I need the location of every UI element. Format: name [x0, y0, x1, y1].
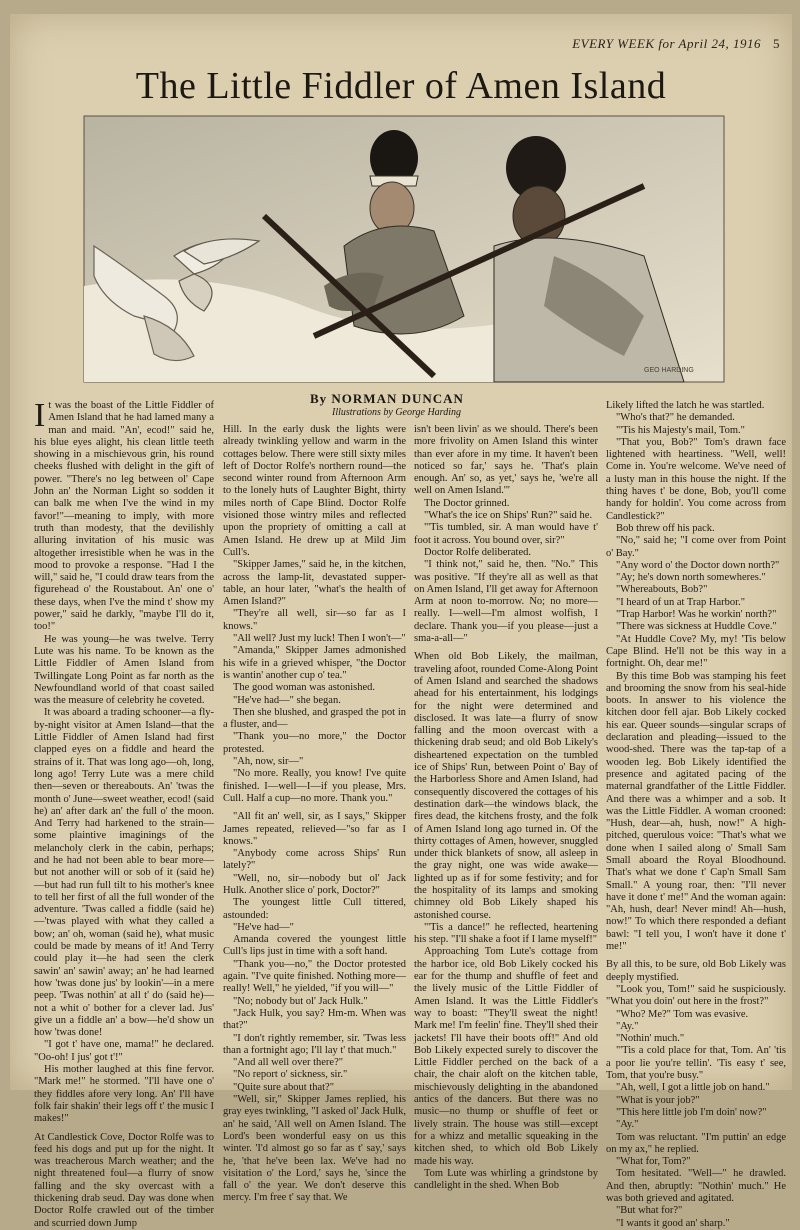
paragraph: "And all well over there?" [233, 1057, 344, 1069]
paragraph: "What for, Tom?" [616, 1156, 691, 1168]
paragraph: "All fit an' well, sir, as I says," Skipper James repeated, relieved—"so far as I knows." [223, 811, 406, 847]
paragraph: "What is your job?" [616, 1094, 700, 1106]
paragraph: "Thank you—no," the Doctor protested again. "I've quite finished. Nothing more—really! Well," he yielded, "if you will—" [223, 958, 406, 995]
paragraph: "I don't rightly remember, sir. 'Twas less than a fortnight ago; I'll lay t' that much." [223, 1032, 406, 1056]
page-number: 5 [773, 36, 780, 51]
paragraph: It was aboard a trading schooner—a fly-by-night visitor at Amen Island—that the Little Fiddler of Amen Island had first clapped eyes on a fiddle and heard the strains of it. That was long ago—oh, long, long ago! Terry Lute was a mere child then—seven or thereabouts. An' 'twas the month o' June—sweet weather, ecod! (said he) an' after dark an' the full o' the moon. And Terry had harkened to the strain—some plaintive imaginings of the melancholy clerk in the cabin, perhaps; and he had not been able to bear more—but not another will or sob of it (said he)—but had run full tilt to his mother's knee to tell her first of all the full wonder of the adventure. 'Twas called a fiddle (said he)—'twas played with what they called a bow; an' oh, woman (said he), what music could be made by means of it! And Terry could play it—he had seen the clerk sawin' an' sawin' away; an' he had learned how 'twas done jus' by lookin'—in a mere peep. 'Twas nothin' at all t' do (said he)—not a whit o' bother for a clever lad. Jus' give un a fiddle an' a bow—he'd show un how 'twas done! [34, 707, 214, 1039]
paragraph: "No more. Really, you know! I've quite finished. I—well—I—if you please, Mrs. Cull. Half a cup—no more. Thank you." [223, 768, 406, 804]
paragraph: "No report o' sickness, sir." [233, 1069, 348, 1081]
paragraph: "I heard of un at Trap Harbor." [616, 596, 746, 608]
paragraph: "'Tis a cold place for that, Tom. An' 'tis a poor lie you're tellin'. 'Tis easy t' see, Tom, that you're busy." [606, 1045, 786, 1082]
paragraph: "Ah, now, sir—" [233, 756, 304, 768]
paragraph: "He've had—" [233, 921, 294, 933]
paragraph: "This here little job I'm doin' now?" [616, 1106, 767, 1118]
paragraph: Tom was reluctant. "I'm puttin' an edge on my ax," he replied. [606, 1131, 786, 1155]
paragraph: By this time Bob was stamping his feet and brooming the snow from his seal-hide boots. In answer to his violence the kitchen door fell ajar. Bob Likely cocked his ear. Queer sounds—singular scraps of declaration and pleading—issued to the wood-shed. There was the tap-tap of a wooden leg. Bob Likely identified the presence and agitated pacing of the maternal grandfather of the Little Fiddler. And there was a whimper and a sob. It was the Little Fiddler. A woman crooned: "Hush, dear—ah, hush, now!" A high-pitched, querulous voice: "That's what we done when I sailed along o' Small Sam Small aboard the Royal Bloodhound. That's what we done t' Cap'n Small Sam Small." A young roar, then: "I'll never have it done t' me!" And the woman again: "Ah, hush, dear! Never mind! Ah—hush, now!" To which there responded a defiant bawl: "I tell you, I won't have it done t' me!" [606, 670, 786, 953]
paragraph: "He've had—" she began. [233, 694, 341, 706]
paragraph: At Candlestick Cove, Doctor Rolfe was to feed his dogs and put up for the night. It was treacherous March weather; and the night threatened foul—a flurry of snow falling and the sky overcast with a thickening drab seud. Day was done when Doctor Rolfe crawled out of the timber and scurried down Jump [34, 1131, 214, 1229]
paragraph: "They're all well, sir—so far as I knows." [223, 608, 406, 632]
paragraph: "Trap Harbor! Was he workin' north?" [616, 609, 777, 621]
paragraph: When old Bob Likely, the mailman, traveling afoot, rounded Come-Along Point of Amen Island and searched the shadows ahead for his entertainment, his lodgings for the night were determined and disclosed. It was late—a flurry of snow falling and the moon overcast with a thickening drab seud; and old Bob Likely's disheartened expectation on the tumbled ice of Ships' Run, between Point o' Bay of the Harborless Shore and Amen Island, had consequently discovered the cottages of his destination dark—the windows black, the fires dead, the kitchens frosty, and the folk of Amen Island long ago turned in. Of the thirty cottages of Amen, however, snuggled under thick blankets of snow, all asleep in the gray night, one was wide awake—lighted up as if for some festivity; and for the hospitality of its lamps and smoking chimney old Bob Likely shaped his astonished course. [414, 651, 598, 921]
article-illustration [84, 116, 724, 382]
paragraph: "I got t' have one, mama!" he declared. "Oo-oh! I jus' got t'!" [34, 1039, 214, 1063]
illustrator-credit: Illustrations by George Harding [332, 407, 461, 418]
paragraph: "Who's that?" he demanded. [616, 412, 735, 424]
paragraph: The youngest little Cull tittered, astounded: [223, 897, 406, 921]
paragraph: "'Tis tumbled, sir. A man would have t' foot it across. You bound over, sir?" [414, 522, 598, 546]
paragraph: "Well, no, sir—nobody but ol' Jack Hulk. Another slice o' pork, Doctor?" [223, 872, 406, 896]
paragraph: "Skipper James," said he, in the kitchen, across the lamp-lit, devastated supper-table, an hour later, "what's the health of Amen Island?" [223, 559, 406, 608]
byline: By NORMAN DUNCAN [310, 391, 464, 406]
paragraph: "Ay; he's down north somewheres." [616, 572, 766, 584]
paragraph: "Quite sure about that?" [233, 1081, 335, 1093]
paragraph: Approaching Tom Lute's cottage from the harbor ice, old Bob Likely cocked his ear for the thump and shuffle of feet and the lively music of the Little Fiddler of Amen Island. It was the Little Fiddler's way to boast: "They'll sweat the night! Mark me! I'm feelin' fine. They'll shed their jackets! I'll have their boots off!" And old Bob Likely expected surely to discover the Little Fiddler perched on the back of a chair, the chair aloft on the kitchen table, mischievously delighting in the abandoned antics of the dancers. But there was no music—no thump or shuffle of feet or lively strain. The house was still—except for a whizz and metallic squeaking in the kitchen shed, to which old Bob Likely made his way. [414, 946, 598, 1167]
paragraph: Then she blushed, and grasped the pot in a fluster, and— [223, 706, 406, 731]
paragraph: "Jack Hulk, you say? Hm-m. When was that?" [223, 1007, 406, 1032]
text-column-1 [34, 397, 214, 1229]
paragraph: His mother laughed at this fine fervor. "Mark me!" he stormed. "I'll have one o' they fiddles afore very long. An' I'll have folk fair shakin' their legs off t' the music I makes!" [34, 1064, 214, 1125]
paragraph: "Nothin' much." [616, 1033, 685, 1045]
paragraph: Doctor Rolfe deliberated. [424, 546, 531, 558]
paragraph: Tom hesitated. "Well—" he drawled. And then, abruptly: "Nothin' much." He was both grieved and agitated. [606, 1168, 786, 1204]
paragraph: "Who? Me?" Tom was evasive. [616, 1008, 749, 1020]
paragraph: "Whereabouts, Bob?" [616, 584, 708, 596]
magazine-page [10, 14, 792, 1229]
paragraph-text: t was the boast of the Little Fiddler of Amen Island that he had lamed many a man and maid. "An', ecod!" said he, his blue eyes alight, his clean little teeth showing in a mischievous grin, his round cheeks flushed with delight in the gift of power. "There's no leg between ol' Cape John an' the Norman Light so sodden it can balk me when I've the wind in my favor!"—meaning to imply, with more truth than modesty, that the devilishly alluring invitation of his music was altogether irresistible when he was in the mood to provoke a response. "Had I the will," said he, "I could draw tears from the figurehead o' the Roustabout. An' one o' these days, when I've the mind t' show my power," said he darkly, "maybe I'll do it, too!" [34, 400, 214, 633]
paragraph: "Well, sir," Skipper James replied, his gray eyes twinkling, "I asked ol' Jack Hulk, an' he said, 'All well on Amen Island. The Lord's been wonderful easy on us this winter. 'I'd almost go so far as t' say,' says he, 'that he've been lax. We've had no visitation o' the Lord,' says he, 'since the fall o' the year. We don't deserve this mercy. I'm free t' say that. We [223, 1094, 406, 1204]
paragraph: "Ay." [616, 1119, 639, 1131]
text-column-4 [606, 400, 786, 1229]
paragraph: "Any word o' the Doctor down north?" [616, 559, 780, 571]
paragraph: "Thank you—no more," the Doctor protested. [223, 731, 406, 755]
paragraph: Hill. In the early dusk the lights were already twinkling yellow and warm in the cottages below. There were still sixty miles left of Doctor Rolfe's northern round—the second winter round from Afternoon Arm to the lonely huts of Laughter Bight, thirty miles north of Cape Blind. Doctor Rolfe visioned those wintry miles and reflected upon the propriety of omitting a call at Amen Island. He drew up at Mild Jim Cull's. [223, 424, 406, 558]
paragraph: "Ah, well, I got a little job on hand." [616, 1082, 770, 1094]
paragraph: "'Tis his Majesty's mail, Tom." [616, 424, 745, 436]
paragraph: "Ay." [616, 1020, 639, 1032]
paragraph: "There was sickness at Huddle Cove." [616, 621, 777, 633]
paragraph: "At Huddle Cove? My, my! 'Tis below Cape Blind. He'll not be this way in a fortnight. Oh, dear me!" [606, 633, 786, 670]
paragraph: "I think not," said he, then. "No." This was positive. "If they're all as well as that on Amen Island, I'll get away for Afternoon Arm at noon to-morrow. No; no more—really. I—well—I'm almost wolfish, I declare. Thank you—if you please—just a sma-a-all—" [414, 559, 598, 645]
paragraph: "All well? Just my luck! Then I won't—" [233, 633, 406, 645]
paragraph: "Anybody come across Ships' Run lately?" [223, 848, 406, 872]
paragraph: "Amanda," Skipper James admonished his wife in a grieved whisper, "the Doctor is wantin' another cup o' tea." [223, 645, 406, 681]
paragraph: "But what for?" [616, 1205, 683, 1217]
paragraph: "That you, Bob?" Tom's drawn face lightened with heartiness. "Well, well! Come in. You're welcome. We've need of a lusty man in this house the night. If the thing haves t' be done, Bob, you'll come handy for holdin'. You come across from Candlestick?" [606, 436, 786, 522]
paragraph: He was young—he was twelve. Terry Lute was his name. To be known as the Little Fiddler of Amen Island from Twillingate Long Point as far north as the Newfoundland world of that coast sailed was the measure of celebrity he coveted. [34, 633, 214, 707]
paragraph: "I wants it good an' sharp." [616, 1217, 730, 1229]
paragraph: Tom Lute was whirling a grindstone by candlelight in the shed. When Bob [414, 1167, 598, 1192]
paragraph: Amanda covered the youngest little Cull's lips just in time with a soft hand. [223, 934, 406, 958]
paragraph: "'Tis a dance!" he reflected, heartening his step. "I'll shake a foot if I lame myself!" [414, 921, 598, 946]
paragraph: "No; nobody but ol' Jack Hulk." [233, 995, 368, 1007]
artist-signature: GEO HARDING [644, 367, 694, 374]
paragraph: Bob threw off his pack. [616, 522, 715, 534]
paragraph: isn't been livin' as we should. There's been more frivolity on Amen Island this winter than ever afore in my time. It haven't been noticed so far,' says he. 'That's plain enough. An' so, as yet,' says he, 'we're all well on Amen Island.'" [414, 424, 598, 497]
running-head [440, 36, 780, 52]
paragraph: The Doctor grinned. [424, 497, 510, 509]
text-column-3 [414, 424, 598, 1192]
paragraph: Likely lifted the latch he was startled. [606, 400, 765, 411]
drop-cap: I [34, 397, 46, 434]
paragraph: "What's the ice on Ships' Run?" said he. [424, 510, 593, 522]
paragraph: By all this, to be sure, old Bob Likely was deeply mystified. [606, 959, 786, 983]
running-head-text: EVERY WEEK for April 24, 1916 [572, 36, 761, 51]
paragraph: The good woman was astonished. [233, 682, 376, 694]
article-title: The Little Fiddler of Amen Island [135, 65, 667, 107]
paragraph: "No," said he; "I come over from Point o' Bay." [606, 535, 786, 559]
text-column-2 [223, 424, 406, 1204]
paragraph: "Look you, Tom!" said he suspiciously. "What you doin' out here in the frost?" [606, 983, 786, 1008]
paragraph [34, 397, 214, 634]
